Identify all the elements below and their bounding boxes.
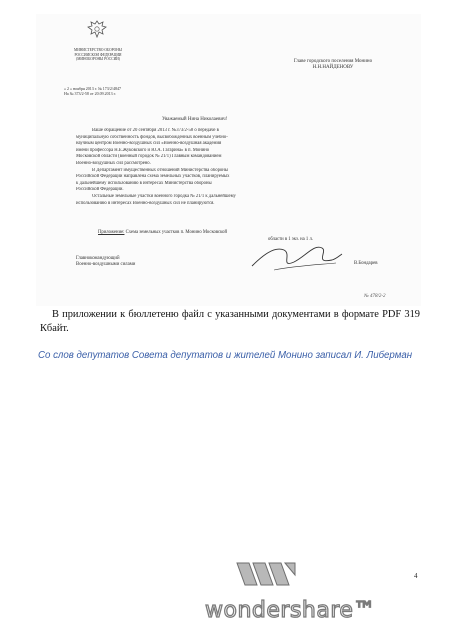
body-line: научным центром Военно-воздушных сил «Военно-воздушная академия — [76, 141, 222, 147]
attachment-line: Схема земельных участков п. Монино Московской — [125, 230, 227, 235]
signer-title-line: Военно-воздушными силами — [76, 262, 136, 268]
body-line: Российской Федерации. — [76, 187, 124, 193]
wondershare-watermark: wondershare™ — [205, 598, 376, 623]
sender-line: (МИНОБОРОНЫ РОССИИ) — [76, 57, 120, 62]
double-headed-eagle-emblem-icon — [86, 18, 108, 40]
attachment-paragraph: В приложении к бюллетеню файл с указанными документами в формате PDF 319 Кбайт. — [40, 309, 420, 334]
salutation: Уважаемый Нина Николаевич! — [162, 117, 228, 122]
signer-name: В.Бондарев — [354, 261, 378, 266]
reference-number: На № 373/2-58 от 20.09.2013 г. — [64, 91, 116, 96]
wondershare-logo-icon — [233, 555, 299, 593]
sender-line: РОССИЙСКОЙ ФЕДЕРАЦИИ — [74, 52, 122, 57]
signer-title-line: Главнокомандующий — [76, 256, 120, 261]
body-line: Ваше обращение от 20 сентября 2013 г. №373/2-58 о передаче в — [92, 128, 219, 133]
sender-block — [58, 48, 138, 62]
outgoing-date: « 2 » ноября 2013 г. № 173/2/4847 — [64, 86, 122, 91]
sender-line: МИНИСТЕРСТВО ОБОРОНЫ — [74, 48, 122, 52]
body-line: Российской Федерации направлена схема земельных участков, планируемых — [76, 174, 230, 180]
body-line: В Департамент имущественных отношений Министерства обороны — [92, 167, 228, 173]
body-line: Остальные земельные участки военного городка № 21/1 к дальнейшему — [92, 193, 236, 199]
attachment-label: Приложение: — [98, 230, 125, 235]
attachment-line: области в 1 экз. на 1 л. — [268, 236, 313, 242]
body-line: использованию в интересах Военно-воздушных сил не планируются. — [76, 200, 215, 206]
author-note: Со слов депутатов Совета депутатов и жителей Монино записал И. Либерман — [38, 350, 413, 361]
body-line: муниципальную собственность фондов, высвобожденных военным учебно- — [76, 134, 228, 140]
addressee-name: Н.Н.НАЙДЕНОВУ — [312, 65, 354, 70]
body-line: к дальнейшему использованию в интересах Министерства обороны — [76, 180, 212, 186]
addressee-block — [258, 59, 408, 71]
page-number: 4 — [414, 572, 418, 580]
body-line: Московской области (военный городок № 21/1) Главным командованием — [76, 154, 222, 160]
registration-stamp: № 478/2-2 — [364, 294, 386, 299]
body-line: Военно-воздушных сил рассмотрено. — [76, 160, 151, 166]
addressee-line: Главе городского поселения Монино — [293, 59, 373, 64]
letter-body — [76, 128, 412, 207]
scanned-letter — [36, 14, 421, 306]
body-line: имени профессора Н.Е.Жуковского и Ю.А. Гагарина» в п. Монино — [76, 147, 210, 153]
outgoing-number — [64, 86, 121, 96]
signer-title — [76, 256, 135, 269]
handwritten-signature-icon — [244, 236, 344, 276]
